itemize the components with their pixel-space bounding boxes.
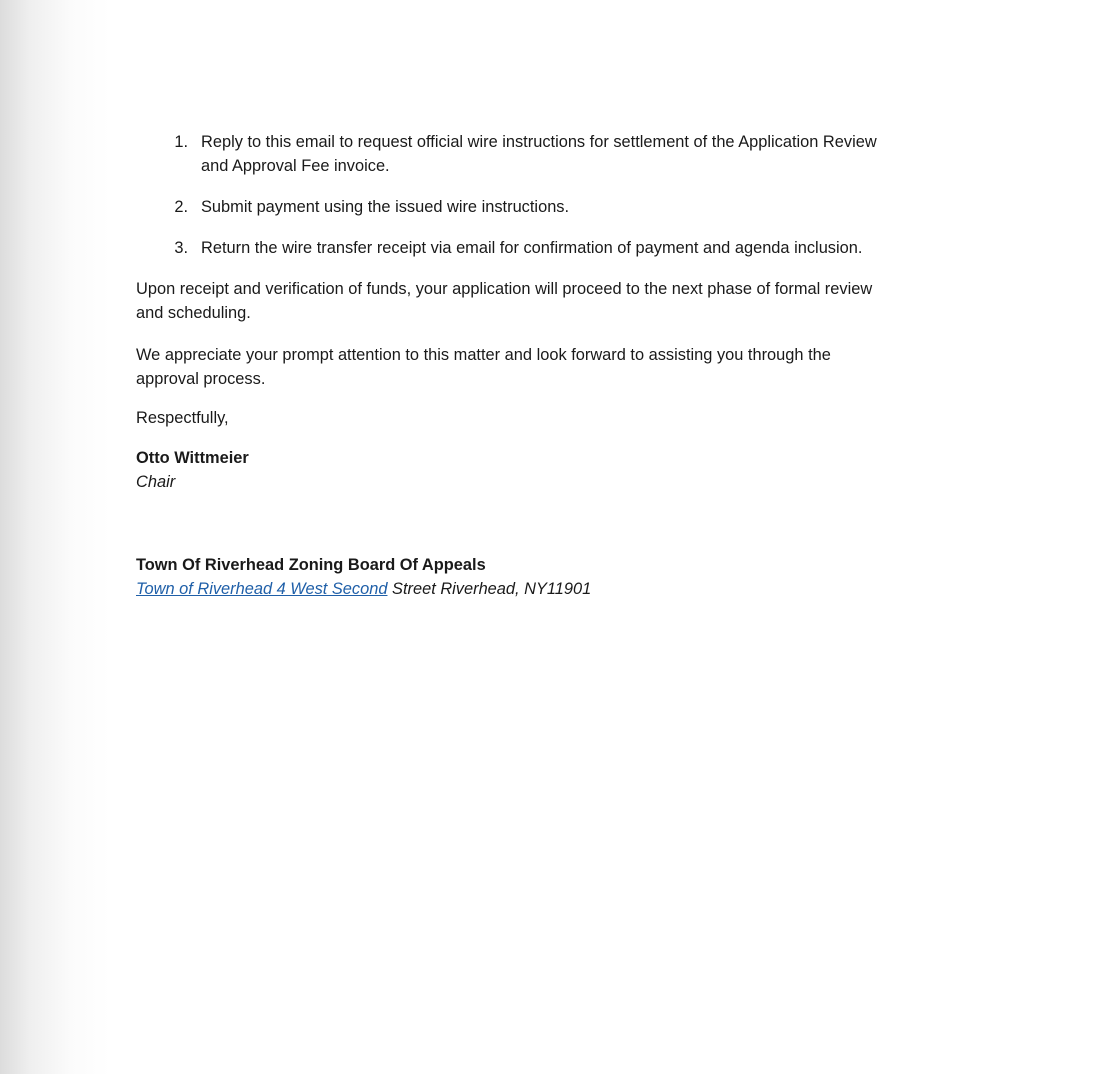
step-number: 3. (174, 239, 188, 257)
step-number: 2. (174, 198, 188, 216)
signer-title: Chair (136, 473, 176, 491)
step-text: Submit payment using the issued wire instructions. (201, 198, 570, 216)
organization-block (136, 553, 591, 601)
paragraph-line: and scheduling. (136, 304, 251, 322)
address-link[interactable]: Town of Riverhead 4 West Second (136, 580, 388, 598)
address-rest: Street Riverhead, NY11901 (387, 580, 592, 598)
signer-name: Otto Wittmeier (136, 449, 249, 467)
paragraph-appreciation (136, 343, 831, 391)
paragraph-line: We appreciate your prompt attention to this matter and look forward to assisting you through the (136, 346, 831, 364)
step-text: Return the wire transfer receipt via email for confirmation of payment and agenda inclusion. (201, 239, 863, 257)
paragraph-line: Upon receipt and verification of funds, your application will proceed to the next phase of formal review (136, 280, 873, 298)
step-number: 1. (174, 133, 188, 151)
step-text: Reply to this email to request official wire instructions for settlement of the Application Review (201, 133, 877, 151)
step-text: and Approval Fee invoice. (201, 157, 390, 175)
paragraph-line: approval process. (136, 370, 266, 388)
signature-block (136, 446, 249, 494)
paragraph-funds (136, 277, 872, 325)
organization-address (136, 577, 591, 601)
organization-name: Town Of Riverhead Zoning Board Of Appeals (136, 556, 486, 574)
closing: Respectfully, (136, 409, 229, 427)
